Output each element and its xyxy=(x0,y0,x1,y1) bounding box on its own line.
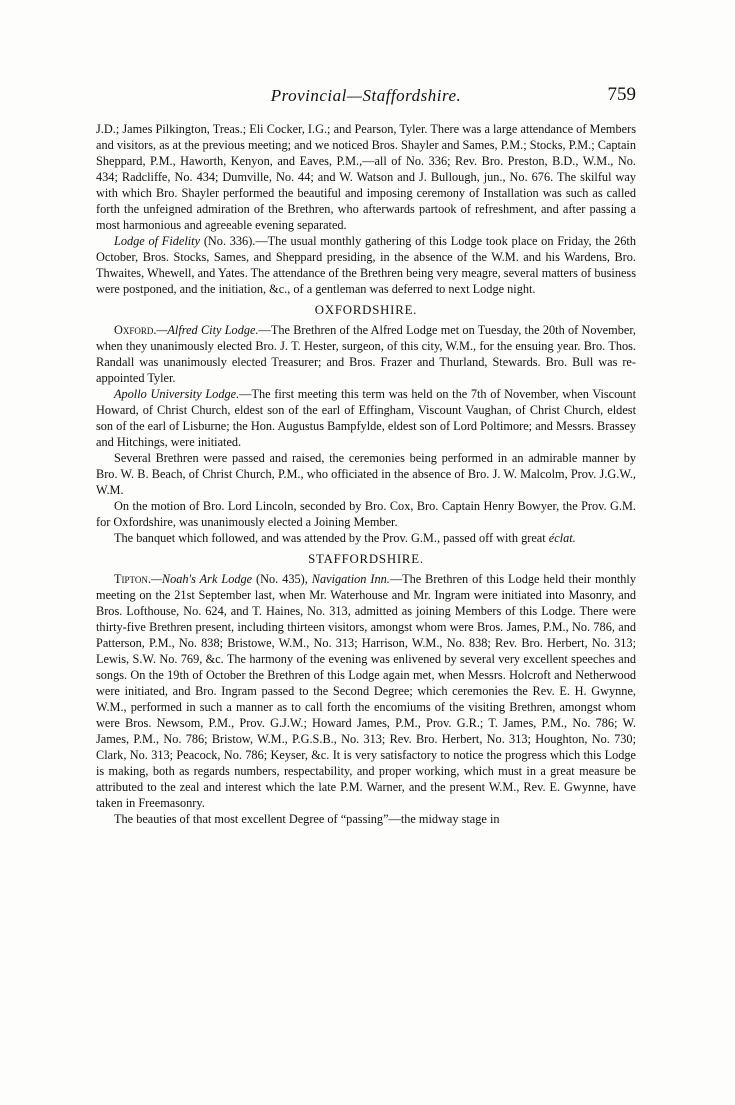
paragraph xyxy=(96,571,636,811)
paragraph-text: On the motion of Bro. Lord Lincoln, seconded by Bro. Cox, Bro. Captain Henry Bowyer, the Prov. G.M. for Oxfordshire, was unanimously elected a Joining Member. xyxy=(96,499,636,529)
paragraph xyxy=(96,450,636,498)
paragraph xyxy=(96,233,636,297)
paragraph-text: —The first meeting this term was held on the 7th of November, when Viscount Howard, of Christ Church, eldest son of the earl of Effingham, Viscount Vaughan, of Christ Church, eldest son of the earl of Lisburne; the Hon. Augustus Bampfylde, eldest son of Lord Poltimore; and Messrs. Brassey and Hitchings, were initiated. xyxy=(96,387,636,449)
running-head: Provincial—Staffordshire. xyxy=(270,86,462,105)
page-header xyxy=(96,86,636,110)
paragraph xyxy=(96,322,636,386)
lodge-name: Lodge of Fidelity xyxy=(114,234,201,248)
lodge-name: —Alfred City Lodge. xyxy=(156,323,259,337)
venue-name: Navigation Inn. xyxy=(311,572,390,586)
paragraph-text: Several Brethren were passed and raised, the ceremonies being performed in an admirable manner by Bro. W. B. Beach, of Christ Church, P.M., who officiated in the absence of Bro. J. W. Malcolm, Prov. J.G.W., W.M. xyxy=(96,451,636,497)
section-heading-staffordshire: STAFFORDSHIRE. xyxy=(308,552,424,566)
paragraph-text: The beauties of that most excellent Degree of “passing”—the midway stage in xyxy=(114,812,500,826)
paragraph xyxy=(96,121,636,233)
place-name: Tipton. xyxy=(114,572,151,586)
lodge-name: —Noah's Ark Lodge xyxy=(150,572,253,586)
paragraph-text: J.D.; James Pilkington, Treas.; Eli Cocker, I.G.; and Pearson, Tyler. There was a large attendance of Members and visitors, as at the previous meeting; and we noticed Bros. Shayler and Sames, P.M.; Stocks, P.M.; Captain Sheppard, P.M., Haworth, Kenyon, and Eaves, P.M.,—all of No. 336; Rev. Bro. Preston, B.D., W.M., No. 434; Radcliffe, No. 434; Dumville, No. 44; and W. Watson and J. Bullough, jun., No. 676. The skilful way with which Bro. Shayler performed the beautiful and imposing ceremony of Installation was such as called forth the unfeigned admiration of the Brethren, who afterwards partook of refreshment, and after passing a most harmonious and agreeable evening separated. xyxy=(96,122,636,232)
emphasis: éclat. xyxy=(548,531,576,545)
section-heading-oxfordshire: OXFORDSHIRE. xyxy=(314,303,418,317)
paragraph xyxy=(96,498,636,530)
article-body xyxy=(96,121,636,827)
paragraph-text: —The Brethren of the Alfred Lodge met on Tuesday, the 20th of November, when they unanimously elected Bro. J. T. Hester, surgeon, of this city, W.M., for the ensuing year. Bro. Thos. Randall was unanimously elected Treasurer; and Bros. Frazer and Thurland, Stewards. Bro. Bull was re-appointed Tyler. xyxy=(96,323,636,385)
page-number: 759 xyxy=(607,84,636,105)
lodge-name: Apollo University Lodge. xyxy=(114,387,240,401)
place-name: Oxford. xyxy=(114,323,157,337)
lodge-number: (No. 435), xyxy=(252,572,312,586)
paragraph xyxy=(96,811,636,827)
paragraph-text: —The Brethren of this Lodge held their monthly meeting on the 21st September last, when Mr. Waterhouse and Mr. Ingram were initiated into Masonry, and Bros. Lofthouse, No. 624, and T. Haines, No. 313, admitted as joining Members of this Lodge. There were thirty-five Brethren present, including thirteen visitors, amongst whom were Bros. James, P.M., No. 786, and Patterson, P.M., No. 838; Bristowe, W.M., No. 313; Harrison, W.M., No. 838; Rev. Bro. Herbert, No. 313; Lewis, S.W. No. 769, &c. The harmony of the evening was enlivened by several very excellent speeches and songs. On the 19th of October the Brethren of this Lodge again met, when Messrs. Holcroft and Netherwood were initiated, and Bro. Ingram passed to the Second Degree; which ceremonies the Rev. E. H. Gwynne, W.M., performed in such a manner as to call forth the encomiums of the visiting Brethren, amongst whom were Bros. Newsom, P.M., Prov. G.J.W.; Howard James, P.M., Prov. G.R.; T. James, P.M., No. 786; W. James, P.M., No. 786; Bristow, W.M., P.G.S.B., No. 313; Rev. Bro. Herbert, No. 313; Houghton, No. 730; Clark, No. 313; Peacock, No. 786; Keyser, &c. It is very satisfactory to notice the progress which this Lodge is making, both as regards numbers, respectability, and proper working, which must in a great measure be attributed to the zeal and interest which the late P.M. Warner, and the present W.M., Rev. E. Gwynne, have taken in Freemasonry. xyxy=(96,572,636,810)
paragraph-text: The banquet which followed, and was attended by the Prov. G.M., passed off with great xyxy=(114,531,549,545)
paragraph xyxy=(96,530,636,546)
paragraph-text: (No. 336).—The usual monthly gathering of this Lodge took place on Friday, the 26th October, Bros. Stocks, Sames, and Sheppard presiding, in the absence of the W.M. and his Wardens, Bro. Thwaites, Whewell, and Yates. The attendance of the Brethren being very meagre, several matters of business were postponed, and the initiation, &c., of a gentleman was deferred to next Lodge night. xyxy=(96,234,636,296)
paragraph xyxy=(96,386,636,450)
